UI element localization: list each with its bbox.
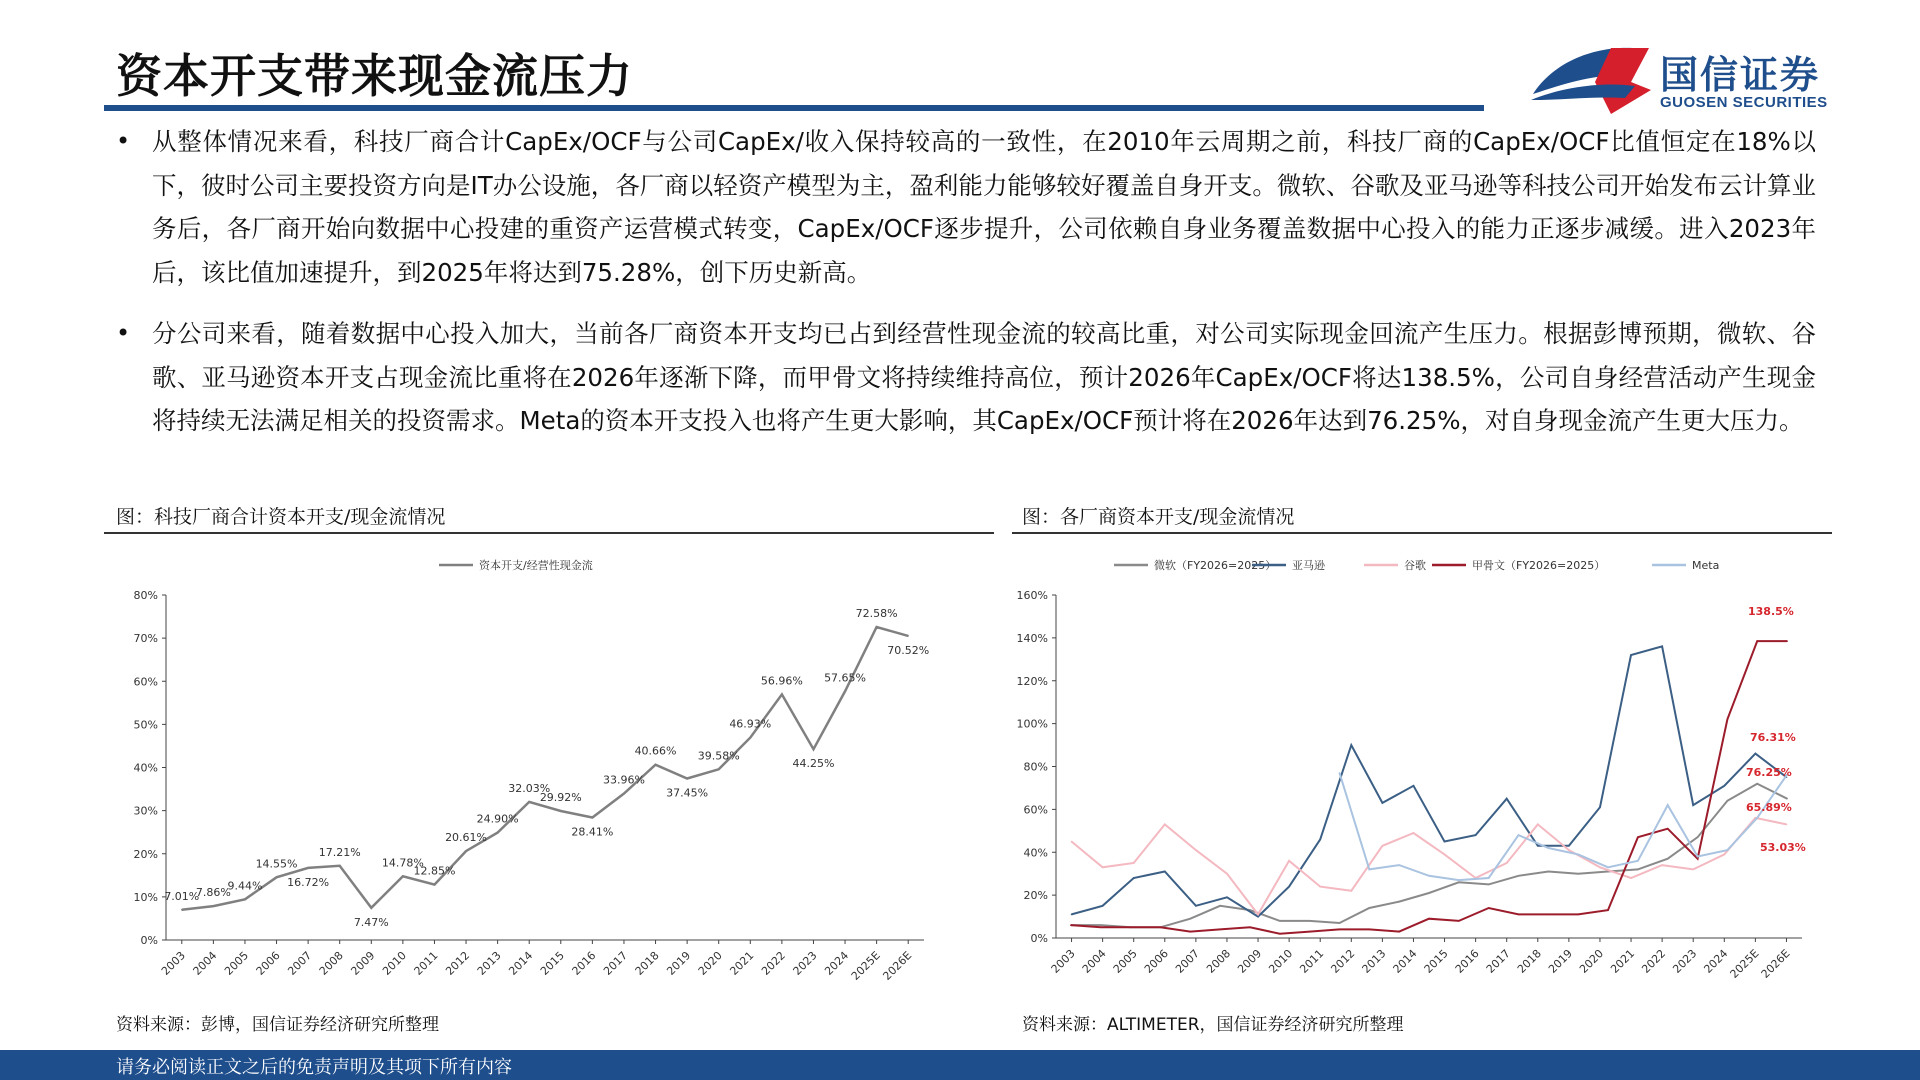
data-point [1458,879,1460,881]
data-point [1661,646,1663,648]
x-tick-label: 2010 [380,948,409,978]
x-tick-label: 2021 [1608,946,1638,976]
series-line [1071,784,1787,928]
data-point [1070,924,1072,926]
annotation-label: 65.89% [1746,801,1792,814]
x-tick-label: 2022 [1639,946,1669,976]
y-tick-label: 50% [133,718,158,732]
data-point [1071,841,1073,843]
data-point [1723,785,1725,787]
x-tick-label: 2018 [1514,946,1544,976]
x-tick-label: 2019 [1546,946,1575,976]
data-point [1568,845,1570,847]
annotation-label: 53.03% [1760,841,1806,854]
data-point [1630,877,1632,879]
x-tick-label: 2014 [506,948,536,978]
data-label: 32.03% [508,781,551,795]
y-tick-label: 70% [133,632,158,646]
data-point [1637,869,1639,871]
data-label: 37.45% [666,786,709,800]
page-title: 资本开支带来现金流压力 [116,49,633,103]
bullet-dot-icon: • [116,127,131,155]
series-line [1071,641,1787,934]
bullet-dot-icon: • [116,319,131,347]
y-tick-label: 40% [133,761,158,775]
legend-label: 亚马逊 [1292,559,1325,572]
data-point [1398,901,1400,903]
annotation-label: 76.31% [1750,731,1796,744]
x-tick-label: 2017 [601,948,631,978]
data-point [1727,719,1729,721]
footer-disclaimer: 请务必阅读正文之后的免责声明及其项下所有内容 [116,1057,512,1078]
x-tick-label: 2019 [664,948,694,978]
bullet-item [116,312,1816,443]
data-point [907,635,909,637]
data-point [1475,834,1477,836]
data-point [1226,873,1228,875]
data-point [1786,824,1788,826]
x-tick-label: 2005 [1110,946,1140,976]
data-point [1548,914,1550,916]
left-chart [104,545,994,1000]
data-point [1548,871,1550,873]
data-point [1667,828,1669,830]
data-point [1697,836,1699,838]
data-label: 33.96% [602,773,645,787]
data-point [1518,914,1520,916]
data-point [1577,914,1579,916]
x-tick-label: 2008 [1204,946,1234,976]
data-point [1506,862,1508,864]
data-point [1339,772,1341,774]
data-point [1219,929,1221,931]
right-panel-title: 图：各厂商资本开支/现金流情况 [1022,506,1295,528]
y-tick-label: 30% [133,804,158,818]
x-tick-label: 2015 [1421,946,1451,976]
data-label: 24.90% [476,812,519,826]
x-tick-label: 2023 [1670,946,1700,976]
x-tick-label: 2011 [1297,946,1327,976]
data-point [1428,918,1430,920]
right-source: 资料来源：ALTIMETER，国信证券经济研究所整理 [1022,1015,1404,1035]
data-point [1382,802,1384,804]
data-label: 7.86% [195,886,231,900]
x-tick-label: 2007 [285,948,315,978]
data-point [1319,886,1321,888]
data-point [1661,864,1663,866]
x-tick-label: 2023 [790,948,820,978]
data-point [1369,907,1371,909]
data-point [434,884,436,886]
data-point [1786,798,1788,800]
data-point [1692,804,1694,806]
series-line [1072,818,1787,915]
data-point [1723,854,1725,856]
data-point [1133,877,1135,879]
x-tick-label: 2013 [474,948,504,978]
data-point [1756,783,1758,785]
data-point [1249,926,1251,928]
left-panel-title: 图：科技厂商合计资本开支/现金流情况 [116,506,446,528]
data-point [1637,860,1639,862]
data-point [465,850,467,852]
data-point [1288,886,1290,888]
annotation-label: 138.5% [1748,605,1794,618]
data-point [560,810,562,812]
x-tick-label: 2013 [1359,946,1389,976]
data-point [1195,905,1197,907]
data-point [1428,892,1430,894]
data-label: 12.85% [413,864,456,878]
data-point [1599,806,1601,808]
data-point [1398,931,1400,933]
x-tick-label: 2007 [1173,946,1202,976]
data-label: 7.47% [353,915,389,929]
x-tick-label: 2017 [1483,946,1513,976]
data-point [1102,866,1104,868]
data-point [1692,869,1694,871]
data-point [1413,785,1415,787]
legend-label: 甲骨文（FY2026=2025） [1472,559,1606,572]
data-point [1667,804,1669,806]
bullet-text: 分公司来看，随着数据中心投入加大，当前各厂商资本开支均已占到经营性现金流的较高比重，对公司实际现金回流产生压力。根据彭博预期，微软、谷歌、亚马逊资本开支占现金流比重将在2026年逐渐下降，而甲骨文将持续维持高位，预计2026年CapEx/OCF将达138.5%，公司自身经营活动产生现金将持续无法满足相关的投资需求。Meta的资本开支投入也将产生更大影响，其CapEx/OCF预计将在2026年达到76.25%，对自身现金流产生更大压力。 [152,319,1816,435]
data-point [749,737,751,739]
data-label: 40.66% [634,744,677,758]
data-point [497,832,499,834]
data-point [1697,856,1699,858]
data-point [1607,866,1609,868]
y-tick-label: 0% [1030,932,1048,945]
data-point [1164,824,1166,826]
data-point [1219,905,1221,907]
data-point [1133,862,1135,864]
logo-en-text: GUOSEN SECURITIES [1660,94,1828,111]
data-point [1458,920,1460,922]
data-point [1488,884,1490,886]
data-point [813,748,815,750]
data-point [686,778,688,780]
data-point [623,793,625,795]
data-label: 29.92% [539,790,582,804]
data-point [1458,881,1460,883]
y-tick-label: 40% [1023,846,1048,860]
data-label: 9.44% [227,879,263,893]
data-point [1189,931,1191,933]
data-point [1100,926,1102,928]
bullet-item [116,120,1816,294]
data-point [1164,871,1166,873]
data-label: 56.96% [760,674,803,688]
data-point [1100,924,1102,926]
data-point [1537,845,1539,847]
data-point [1548,847,1550,849]
data-point [1518,875,1520,877]
data-point [781,694,783,696]
data-point [1727,849,1729,851]
data-point [1195,849,1197,851]
data-point [370,907,372,909]
data-point [1350,744,1352,746]
x-tick-label: 2020 [695,948,725,978]
data-label: 14.55% [255,857,298,871]
data-point [1226,896,1228,898]
data-point [1189,918,1191,920]
x-tick-label: 2026E [880,948,915,983]
data-point [1577,873,1579,875]
data-label: 14.78% [381,856,424,870]
data-point [1319,839,1321,841]
data-label: 16.72% [287,875,330,889]
data-label: 28.41% [571,825,614,839]
data-point [1369,929,1371,931]
x-tick-label: 2008 [316,948,346,978]
data-point [1369,869,1371,871]
data-label: 17.21% [318,845,361,859]
x-tick-label: 2016 [1452,946,1482,976]
x-tick-label: 2003 [1048,946,1078,976]
data-point [528,801,530,803]
x-tick-label: 2005 [222,948,252,978]
data-point [1398,864,1400,866]
x-tick-label: 2025E [848,948,883,983]
annotation-label: 76.25% [1746,766,1792,779]
legend-label: Meta [1692,559,1720,572]
data-point [1727,800,1729,802]
data-point [1279,933,1281,935]
legend-label: 微软（FY2026=2025） [1154,559,1277,572]
legend-label: 谷歌 [1404,559,1426,572]
data-point [1756,640,1758,642]
data-point [1568,849,1570,851]
data-point [1413,832,1415,834]
data-point [402,875,404,877]
data-label: 72.58% [855,606,898,620]
data-point [1755,753,1757,755]
data-point [1339,922,1341,924]
data-point [1637,836,1639,838]
x-tick-label: 2025E [1727,946,1762,981]
data-point [1577,854,1579,856]
y-tick-label: 140% [1016,631,1048,645]
data-point [1279,920,1281,922]
x-tick-label: 2016 [569,948,599,978]
data-point [1428,875,1430,877]
y-tick-label: 20% [1023,889,1048,903]
data-point [1350,890,1352,892]
x-tick-label: 2024 [1701,946,1731,976]
x-tick-label: 2012 [1328,946,1358,976]
x-tick-label: 2026E [1758,946,1793,981]
data-point [244,898,246,900]
x-tick-label: 2004 [1079,946,1109,976]
x-tick-label: 2024 [822,948,852,978]
data-point [1160,926,1162,928]
data-point [1130,926,1132,928]
data-point [339,865,341,867]
right-chart [1012,545,1832,1000]
title-rule [104,105,1484,111]
data-point [1697,858,1699,860]
right-panel-rule [1012,532,1832,534]
data-point [1756,817,1758,819]
data-point [1537,824,1539,826]
data-point [1607,909,1609,911]
data-point [876,626,878,628]
data-point [276,876,278,878]
x-tick-label: 2022 [759,948,788,978]
y-tick-label: 80% [133,589,158,602]
data-point [1309,931,1311,933]
bullet-text: 从整体情况来看，科技厂商合计CapEx/OCF与公司CapEx/收入保持较高的一致性，在2010年云周期之前，科技厂商的CapEx/OCF比值恒定在18%以下，彼时公司主要投资方向是IT办公设施，各厂商以轻资产模型为主，盈利能力能够较好覆盖自身开支。微软、谷歌及亚马逊等科技公司开始发布云计算业务后，各厂商开始向数据中心投建的重资产运营模式转变，CapEx/OCF逐步提升，公司依赖自身业务覆盖数据中心投入的能力正逐步减缓。进入2023年后，该比值加速提升，到2025年将达到75.28%，创下历史新高。 [152,127,1816,287]
x-tick-label: 2003 [158,948,188,978]
data-point [1257,914,1259,916]
y-tick-label: 60% [133,675,158,689]
x-tick-label: 2014 [1390,946,1420,976]
data-label: 46.93% [729,717,772,731]
data-point [1667,858,1669,860]
y-tick-label: 60% [1023,803,1048,817]
y-tick-label: 120% [1016,674,1048,688]
data-point [1599,866,1601,868]
data-point [1102,905,1104,907]
x-tick-label: 2015 [537,948,567,978]
data-point [1309,920,1311,922]
data-point [1339,929,1341,931]
data-point [181,909,183,911]
x-tick-label: 2009 [1235,946,1265,976]
data-point [1488,877,1490,879]
data-point [213,905,215,907]
y-tick-label: 10% [133,890,158,904]
data-label: 7.01% [164,889,200,903]
data-label: 44.25% [792,757,835,771]
x-tick-label: 2011 [411,948,441,978]
data-point [1288,860,1290,862]
data-point [1786,640,1788,642]
data-point [1630,654,1632,656]
y-tick-label: 20% [133,847,158,861]
data-label: 57.65% [824,671,867,685]
x-tick-label: 2004 [190,948,220,978]
x-tick-label: 2021 [727,948,757,978]
x-tick-label: 2020 [1577,946,1607,976]
data-point [1518,834,1520,836]
logo-cn-text: 国信证券 [1660,53,1821,97]
data-point [307,867,309,869]
y-tick-label: 0% [140,934,158,947]
data-point [1488,907,1490,909]
x-tick-label: 2006 [253,948,283,978]
y-tick-label: 160% [1016,589,1048,602]
legend-label: 资本开支/经营性现金流 [479,559,593,572]
x-tick-label: 2006 [1141,946,1171,976]
data-point [718,769,720,771]
data-point [655,764,657,766]
data-point [1382,845,1384,847]
data-point [1071,914,1073,916]
x-tick-label: 2012 [443,948,473,978]
x-tick-label: 2010 [1266,946,1296,976]
data-point [592,817,594,819]
x-tick-label: 2018 [632,948,662,978]
data-point [844,691,846,693]
x-tick-label: 2009 [348,948,378,978]
data-label: 70.52% [887,643,930,657]
data-label: 20.61% [445,831,488,845]
y-tick-label: 100% [1016,717,1048,731]
data-point [1444,854,1446,856]
data-point [1444,841,1446,843]
data-point [1506,798,1508,800]
left-panel-rule [104,532,994,534]
data-label: 39.58% [697,749,740,763]
y-tick-label: 80% [1023,760,1048,774]
left-source: 资料来源：彭博，国信证券经济研究所整理 [116,1015,439,1035]
bullet-list [116,120,1816,443]
